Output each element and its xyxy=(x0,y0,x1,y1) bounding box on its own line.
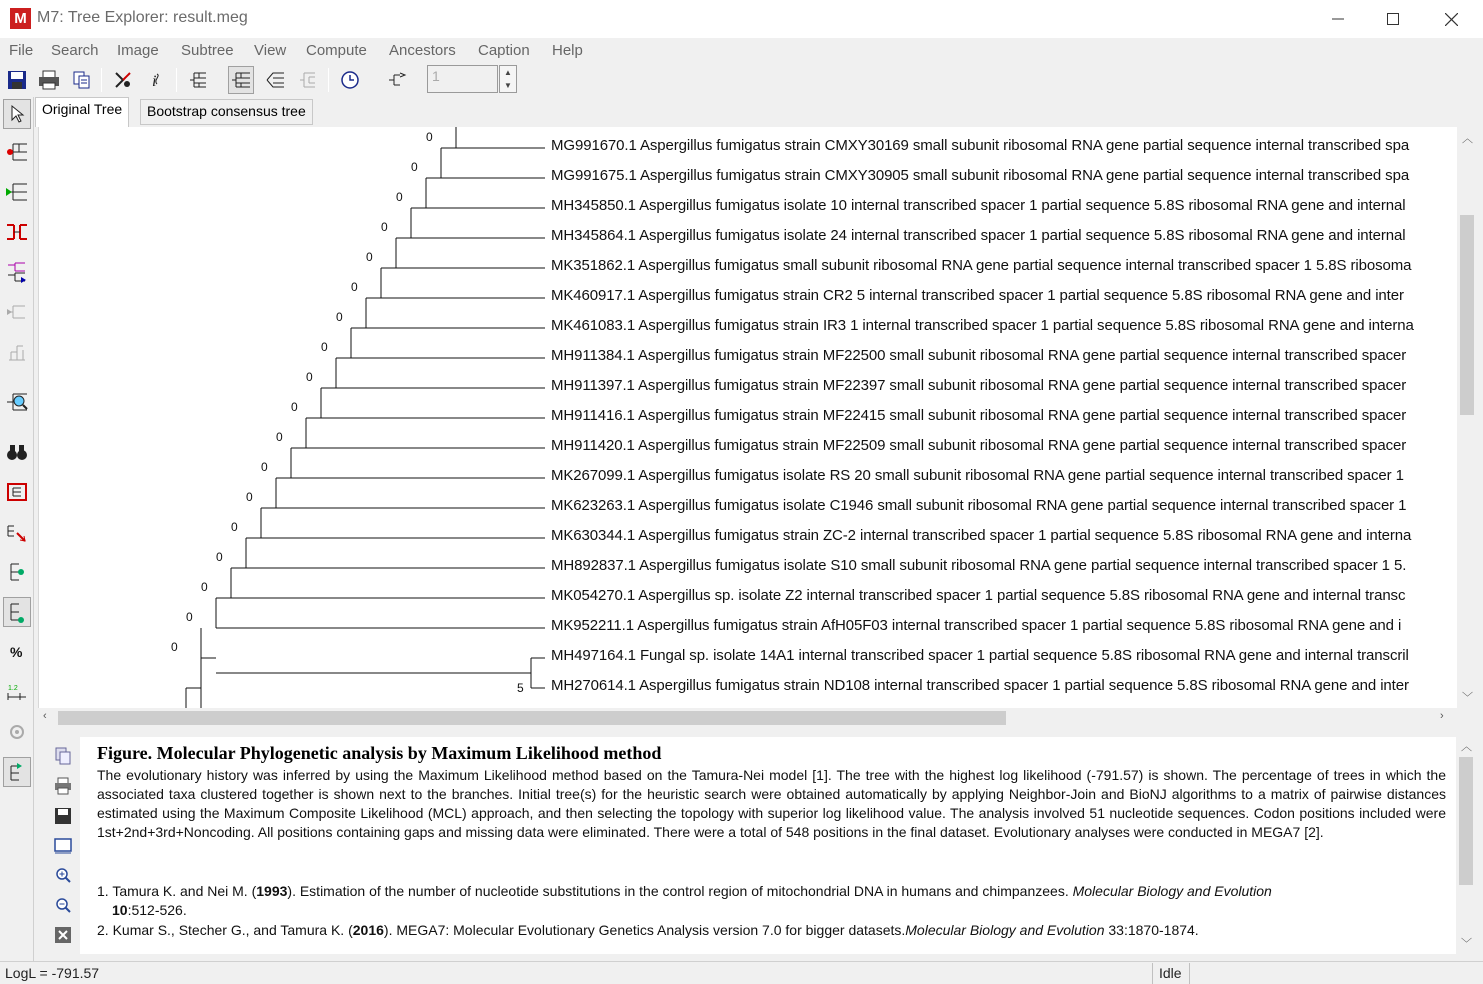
menu-bar xyxy=(0,38,1483,63)
bootstrap-label: 0 xyxy=(201,580,208,594)
copy-caption-icon[interactable] xyxy=(52,745,74,767)
compress-subtree-icon[interactable] xyxy=(384,66,410,94)
save-icon[interactable] xyxy=(4,66,30,94)
taxon-label[interactable]: MH911397.1 Aspergillus fumigatus strain MF22397 small subunit ribosomal RNA gene partial sequence internal transcribed spacer xyxy=(551,377,1407,394)
bootstrap-label: 0 xyxy=(411,160,418,174)
taxon-label[interactable]: MH911416.1 Aspergillus fumigatus strain MF22415 small subunit ribosomal RNA gene partial sequence internal transcribed spacer xyxy=(551,407,1407,424)
main-toolbar xyxy=(0,63,1483,97)
flip-subtree-icon[interactable] xyxy=(3,217,31,247)
print-caption-icon[interactable] xyxy=(52,775,74,797)
display-caption-icon[interactable] xyxy=(52,835,74,857)
taxon-label[interactable]: MG991670.1 Aspergillus fumigatus strain CMXY30169 small subunit ribosomal RNA gene partial sequence internal transcribed spa xyxy=(551,137,1410,154)
bootstrap-label: 0 xyxy=(216,550,223,564)
cutoff-value-input[interactable]: 1 xyxy=(427,65,498,93)
bootstrap-label: 0 xyxy=(291,400,298,414)
bootstrap-label: 0 xyxy=(381,220,388,234)
tree-options-icon[interactable] xyxy=(110,66,136,94)
taxon-label[interactable]: MH892837.1 Aspergillus fumigatus isolate S10 small subunit ribosomal RNA gene partial sequence internal transcribed spacer 1 5. xyxy=(551,557,1407,574)
taxon-label[interactable]: MK461083.1 Aspergillus fumigatus strain IR3 1 internal transcribed spacer 1 partial sequence 5.8S ribosomal RNA gene and interna xyxy=(551,317,1414,334)
caption-toolbar xyxy=(46,737,80,954)
swap-subtree-icon[interactable] xyxy=(3,257,31,287)
menu-compute[interactable]: Compute xyxy=(306,42,367,59)
subtree-info-icon[interactable] xyxy=(3,517,31,547)
menu-search[interactable]: Search xyxy=(51,42,99,59)
tree-horizontal-scrollbar[interactable] xyxy=(38,708,1457,728)
log-likelihood-status: LogL = -791.57 xyxy=(5,965,100,981)
menu-subtree[interactable]: Subtree xyxy=(181,42,234,59)
bootstrap-label: 0 xyxy=(261,460,268,474)
circle-tree-icon[interactable] xyxy=(295,66,321,94)
scroll-down-icon[interactable]: ﹀ xyxy=(1462,692,1473,704)
bootstrap-label: 0 xyxy=(306,370,313,384)
copy-icon[interactable] xyxy=(69,66,95,94)
taxon-label[interactable]: MK460917.1 Aspergillus fumigatus strain CR2 5 internal transcribed spacer 1 partial sequence 5.8S ribosomal RNA gene and inter xyxy=(551,287,1404,304)
pointer-icon[interactable] xyxy=(3,99,31,129)
svg-text:i: i xyxy=(152,73,157,90)
caption-scroll-thumb[interactable] xyxy=(1459,757,1473,885)
bootstrap-label: 0 xyxy=(396,190,403,204)
branch-length-icon[interactable] xyxy=(3,557,31,587)
taxon-label[interactable]: MH911384.1 Aspergillus fumigatus strain MF22500 small subunit ribosomal RNA gene partial sequence internal transcribed spacer xyxy=(551,347,1407,364)
spin-up-icon[interactable]: ▲ xyxy=(504,68,512,77)
taxon-label[interactable]: MH497164.1 Fungal sp. isolate 14A1 internal transcribed spacer 1 partial sequence 5.8S ribosomal RNA gene and internal transcril xyxy=(551,647,1409,664)
root-on-branch-icon[interactable] xyxy=(3,137,31,167)
bootstrap-label: 5 xyxy=(517,681,524,695)
save-caption-icon[interactable] xyxy=(52,805,74,827)
minimize-button[interactable] xyxy=(1309,0,1367,38)
search-taxa-icon[interactable] xyxy=(3,387,31,417)
caption-body: The evolutionary history was inferred by using the Maximum Likelihood method based on the Tamura-Nei model [1]. The tree with the highest log likelihood (-791.57) is shown. The percentage of trees in which the associated taxa clustered together is shown next to the branches. Initial tree(s) for the heuristic search were obtained automatically by applying Neighbor-Join and BioNJ algorithms to a matrix of pairwise distances estimated using the Maximum Composite Likelihood (MCL) approach, and then selecting the topology with superior log likelihood value. The analysis involved 51 nucleotide sequences. Codon positions included were 1st+2nd+3rd+Noncoding. All positions containing gaps and missing data were eliminated. There were a total of 548 positions in the final dataset. Evolutionary analyses were conducted in MEGA7 [2]. xyxy=(97,767,1446,840)
radiation-tree-icon[interactable] xyxy=(262,66,288,94)
caption-scrollbar[interactable] xyxy=(1456,737,1476,954)
menu-view[interactable]: View xyxy=(254,42,287,59)
compress-icon[interactable] xyxy=(3,297,31,327)
zoom-in-icon[interactable] xyxy=(52,864,74,886)
mega-app-icon: M xyxy=(10,8,31,29)
spin-down-icon[interactable]: ▼ xyxy=(504,81,512,90)
bootstrap-label: 0 xyxy=(366,250,373,264)
tree-vertical-scrollbar[interactable] xyxy=(1457,127,1477,708)
taxon-label[interactable]: MH345864.1 Aspergillus fumigatus isolate 24 internal transcribed spacer 1 partial sequence 5.8S ribosomal RNA gene and internal xyxy=(551,227,1406,244)
tab-bootstrap-consensus[interactable]: Bootstrap consensus tree xyxy=(140,99,313,125)
cutoff-spinner[interactable] xyxy=(499,65,517,93)
bootstrap-label: 0 xyxy=(186,610,193,624)
caption-scroll-down-icon[interactable]: ﹀ xyxy=(1461,938,1472,950)
taxon-label[interactable]: MK630344.1 Aspergillus fumigatus strain ZC-2 internal transcribed spacer 1 partial sequence 5.8S ribosomal RNA gene and interna xyxy=(551,527,1412,544)
taxon-label[interactable]: MK952211.1 Aspergillus fumigatus strain AfH05F03 internal transcribed spacer 1 partial sequence 5.8S ribosomal RNA gene and i xyxy=(551,617,1402,634)
taxon-label[interactable]: MH270614.1 Aspergillus fumigatus strain ND108 internal transcribed spacer 1 partial sequence 5.8S ribosomal RNA gene and inter xyxy=(551,677,1409,694)
print-icon[interactable] xyxy=(36,66,62,94)
zoom-fit-icon[interactable] xyxy=(3,477,31,507)
taxon-label[interactable]: MH911420.1 Aspergillus fumigatus strain MF22509 small subunit ribosomal RNA gene partial sequence internal transcribed spacer xyxy=(551,437,1407,454)
menu-help[interactable]: Help xyxy=(552,42,583,59)
settings-icon[interactable] xyxy=(3,717,31,747)
reference-2: 2. Kumar S., Stecher G., and Tamura K. (2016). MEGA7: Molecular Evolutionary Genetics Analysis version 7.0 for bigger datasets.Molecular Biology and Evolution 33:1870-1874. xyxy=(97,922,1199,938)
svg-text:%: % xyxy=(10,644,23,660)
bootstrap-label: 0 xyxy=(336,310,343,324)
caption-scroll-up-icon[interactable]: ︿ xyxy=(1461,741,1472,753)
bootstrap-label: 0 xyxy=(351,280,358,294)
bootstrap-label: 0 xyxy=(426,130,433,144)
left-toolbar xyxy=(0,97,34,962)
menu-ancestors[interactable]: Ancestors xyxy=(389,42,456,59)
scroll-up-icon[interactable]: ︿ xyxy=(1462,133,1473,145)
bootstrap-label: 0 xyxy=(171,640,178,654)
scroll-left-icon[interactable]: ‹ xyxy=(43,710,47,722)
status-bar xyxy=(0,961,1483,984)
info-icon[interactable] xyxy=(143,66,169,94)
menu-file[interactable]: File xyxy=(9,42,34,59)
taxon-label[interactable]: MK351862.1 Aspergillus fumigatus small subunit ribosomal RNA gene partial sequence internal transcribed spacer 1 5.8S ribosoma xyxy=(551,257,1412,274)
autosize-icon[interactable] xyxy=(3,757,31,787)
percent-icon[interactable] xyxy=(3,637,31,667)
zoom-out-icon[interactable] xyxy=(52,894,74,916)
scroll-thumb-horizontal[interactable] xyxy=(58,711,1006,725)
close-caption-icon[interactable] xyxy=(52,924,74,946)
taxon-label[interactable]: MK267099.1 Aspergillus fumigatus isolate RS 20 small subunit ribosomal RNA gene partial sequence internal transcribed spacer 1 xyxy=(551,467,1404,484)
menu-caption[interactable]: Caption xyxy=(478,42,530,59)
window-title: M7: Tree Explorer: result.meg xyxy=(37,9,248,26)
bootstrap-label: 0 xyxy=(276,430,283,444)
root-on-midpoint-icon[interactable] xyxy=(3,177,31,207)
clock-icon[interactable] xyxy=(337,66,363,94)
rectangular-tree-icon[interactable] xyxy=(185,66,211,94)
reference-1: 1. Tamura K. and Nei M. (1993). Estimation of the number of nucleotide substitutions in the control region of mitochondrial DNA in humans and chimpanzees. Molecular Biology and Evolution 10:512-526. xyxy=(97,883,1272,918)
tree-canvas[interactable] xyxy=(38,127,1457,708)
subtree-drawing-icon[interactable] xyxy=(3,337,31,367)
taxon-label[interactable]: MH345850.1 Aspergillus fumigatus isolate 10 internal transcribed spacer 1 partial sequence 5.8S ribosomal RNA gene and internal xyxy=(551,197,1406,214)
caption-title: Figure. Molecular Phylogenetic analysis by Maximum Likelihood method xyxy=(97,743,662,763)
taxon-label[interactable]: MG991675.1 Aspergillus fumigatus strain CMXY30905 small subunit ribosomal RNA gene partial sequence internal transcribed spa xyxy=(551,167,1410,184)
scale-bar-icon[interactable] xyxy=(3,677,31,707)
menu-image[interactable]: Image xyxy=(117,42,159,59)
traditional-tree-icon[interactable] xyxy=(228,66,254,94)
close-button[interactable] xyxy=(1422,0,1480,38)
topology-only-icon[interactable] xyxy=(3,597,31,627)
taxon-label[interactable]: MK054270.1 Aspergillus sp. isolate Z2 internal transcribed spacer 1 partial sequence 5.8S ribosomal RNA gene and internal transc xyxy=(551,587,1406,604)
idle-status: Idle xyxy=(1152,963,1190,984)
binoculars-icon[interactable] xyxy=(3,437,31,467)
maximize-button[interactable] xyxy=(1364,0,1422,38)
caption-panel xyxy=(80,737,1456,954)
bootstrap-label: 0 xyxy=(321,340,328,354)
bootstrap-label: 0 xyxy=(246,490,253,504)
tree-tabs xyxy=(34,97,1483,127)
title-bar xyxy=(0,0,1483,38)
bootstrap-label: 0 xyxy=(231,520,238,534)
taxon-label[interactable]: MK623263.1 Aspergillus fumigatus isolate C1946 small subunit ribosomal RNA gene partial sequence internal transcribed spacer 1 xyxy=(551,497,1407,514)
tab-original-tree[interactable]: Original Tree xyxy=(35,97,129,127)
svg-text:1.2: 1.2 xyxy=(8,685,18,692)
scroll-right-icon[interactable]: › xyxy=(1440,710,1444,722)
scroll-thumb[interactable] xyxy=(1460,215,1474,415)
